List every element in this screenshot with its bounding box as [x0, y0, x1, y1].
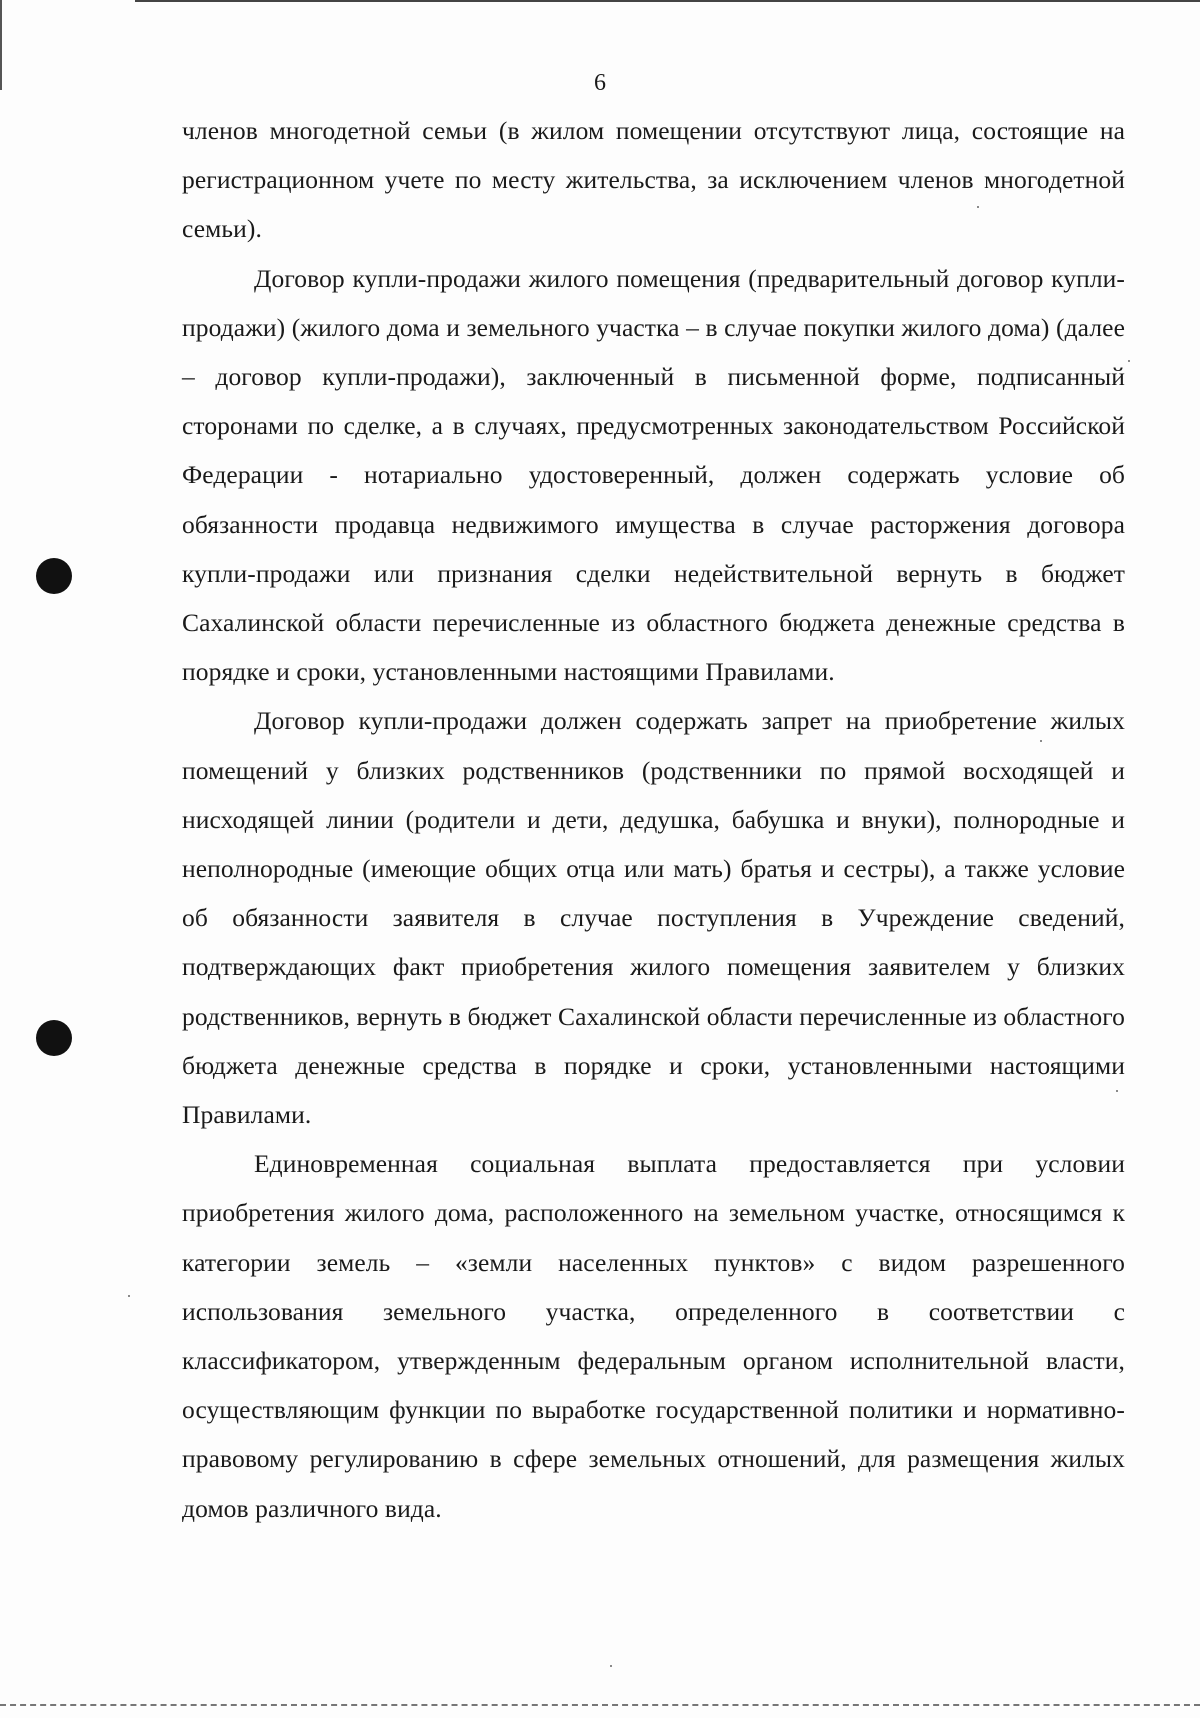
scan-edge-line-top — [135, 0, 1200, 2]
paragraph-sale-contract-conditions: Договор купли-продажи жилого помещения (предварительный договор купли-продажи) (жилого дома и земельного участка – в случае покупки жилого дома) (далее – договор купли-продажи), заключенный в письменной форме, подписанный сторонами по сделке, а в случаях, предусмотренных законодательством Российской Федерации - нотариально удостоверенный, должен содержать условие об обязанности продавца недвижимого имущества в случае расторжения договора купли-продажи или признания сделки недействительной вернуть в бюджет Сахалинской области перечисленные из областного бюджета денежные средства в порядке и сроки, установленными настоящими Правилами. — [182, 263, 1125, 687]
scan-speck — [128, 1295, 130, 1297]
punch-hole-mark — [36, 558, 72, 594]
document-body — [182, 106, 1125, 1533]
scan-speck — [610, 1665, 612, 1667]
scan-edge-line-bottom — [0, 1704, 1200, 1706]
paragraph-social-payment-condition: Единовременная социальная выплата предоставляется при условии приобретения жилого дома, расположенного на земельном участке, относящимся к категории земель – «земли населенных пунктов» с видом разрешенного использования земельного участка, определенного в соответствии с классификатором, утвержденным федеральным органом исполнительной власти, осуществляющим функции по выработке государственной политики и нормативно-правовому регулированию в сфере земельных отношений, для размещения жилых домов различного вида. — [182, 1149, 1125, 1523]
paragraph-continuation: членов многодетной семьи (в жилом помещении отсутствуют лица, состоящие на регистрационном учете по месту жительства, за исключением членов многодетной семьи). — [182, 116, 1125, 244]
punch-hole-mark — [36, 1020, 72, 1056]
scan-speck — [1128, 360, 1130, 362]
paragraph-relatives-prohibition: Договор купли-продажи должен содержать запрет на приобретение жилых помещений у близких родственников (родственники по прямой восходящей и нисходящей линии (родители и дети, дедушка, бабушка и внуки), полнородные и неполнородные (имеющие общих отца или мать) братья и сестры), а также условие об обязанности заявителя в случае поступления в Учреждение сведений, подтверждающих факт приобретения жилого помещения заявителем у близких родственников, вернуть в бюджет Сахалинской области перечисленные из областного бюджета денежные средства в порядке и сроки, установленными настоящими Правилами. — [182, 706, 1125, 1130]
page-number: 6 — [594, 70, 606, 96]
